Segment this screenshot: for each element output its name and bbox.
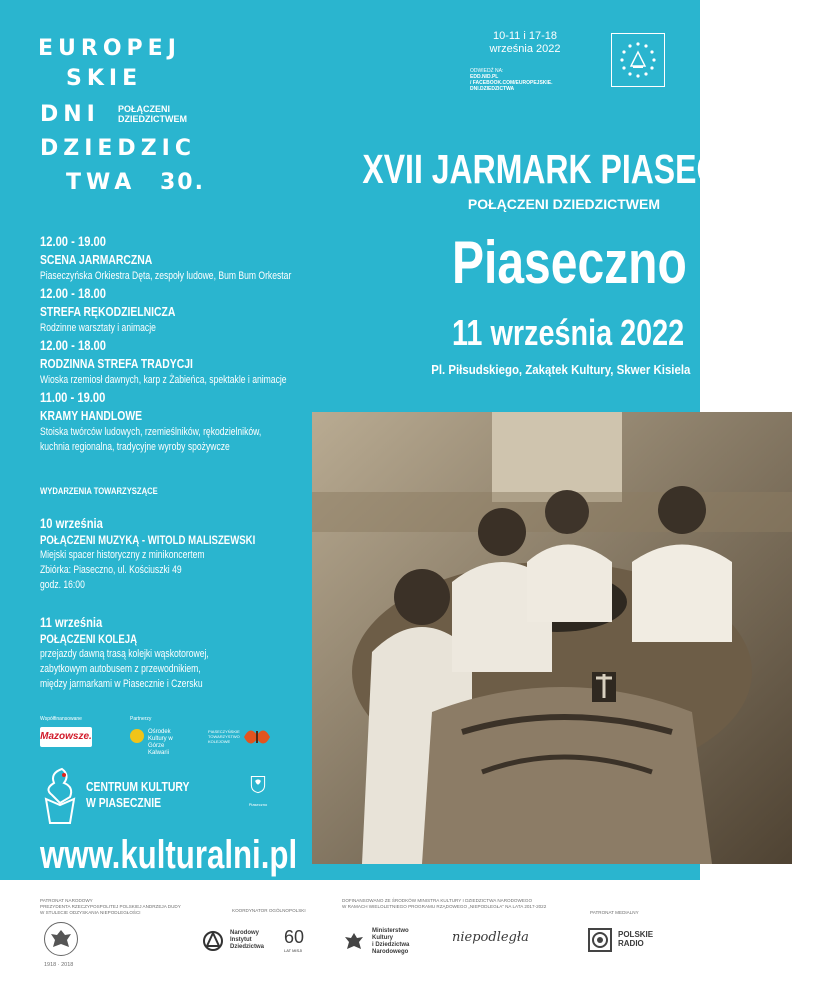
butterfly-icon [242, 725, 272, 749]
logo-line-5: TWA [66, 170, 137, 195]
nid-line-3: Dziedzictwa [230, 944, 265, 950]
ministry-line-4: Narodowego [372, 949, 409, 955]
radio-line-1: POLSKIE [618, 930, 654, 939]
ministry-eagle-icon [342, 930, 366, 954]
logo-tagline-1: POŁĄCZENI [118, 104, 171, 114]
logo-tagline-2: DZIEDZICTWEM [118, 114, 187, 124]
media-patronage-label: PATRONAT MEDIALNY [590, 910, 639, 915]
visit-label: ODWIEDŹ NA: [470, 68, 504, 74]
schedule-time: 11.00 - 19.00 [40, 389, 106, 405]
event-title: XVII JARMARK PIASECZYŃSKI [362, 146, 837, 192]
ptk-name: PIASECZYŃSKIE TOWARZYSTWO KOLEJOWE [208, 729, 240, 744]
schedule-name: RODZINNA STREFA TRADYCJI [40, 356, 193, 371]
ministry-line-1: Ministerstwo [372, 928, 409, 934]
visit-info [470, 68, 580, 92]
ministry-line-3: i Dziedzictwa [372, 942, 410, 948]
event-date: 11 września 2022 [452, 312, 685, 353]
stars-circle-icon [612, 34, 664, 86]
funding-line-1: DOFINANSOWANO ZE ŚRODKÓW MINISTRA KULTURY I DZIEDZICTWA NARODOWEGO [342, 898, 533, 903]
sixty-years-sub: LAT MISJI [284, 948, 303, 953]
years-label: 1918 · 2018 [44, 962, 74, 968]
historical-photo [312, 412, 792, 864]
event-location: Pl. Piłsudskiego, Zakątek Kultury, Skwer Kisiela [431, 362, 691, 377]
schedule-item [40, 284, 370, 336]
event-item-line: Zbiórka: Piaseczno, ul. Kościuszki 49 [40, 564, 182, 576]
festival-dates-line-2: września 2022 [489, 43, 561, 55]
logo-line-1: EUROPEJ [38, 36, 181, 61]
schedule-name: KRAMY HANDLOWE [40, 408, 143, 423]
event-item-line: przejazdy dawną trasą kolejki wąskotorowej, [40, 648, 209, 660]
nid-line-2: Instytut [230, 937, 252, 943]
schedule-desc: Piaseczyńska Orkiestra Dęta, zespoły ludowe, Bum Bum Orkestar [40, 270, 292, 282]
partners-label: Partnerzy [130, 716, 152, 722]
schedule-desc: Stoiska twórców ludowych, rzemieślników, rękodzielników, [40, 426, 262, 438]
schedule-time: 12.00 - 18.00 [40, 337, 107, 353]
polskie-radio-icon [588, 928, 612, 952]
visit-line-3: DNI.DZIEDZICTWA [470, 86, 515, 92]
piaseczno-logo-label: Piaseczno [248, 802, 268, 807]
osrodek-kultury-logo [130, 727, 182, 756]
schedule-item [40, 336, 370, 388]
nid-name [230, 930, 264, 951]
logo-line-3: DNI [40, 102, 100, 127]
schedule-name: STREFA RĘKODZIELNICZA [40, 304, 176, 319]
event-item-line: między jarmarkami w Piasecznie i Czersku [40, 678, 203, 690]
schedule-name: SCENA JARMARCZNA [40, 252, 153, 267]
schedule-item [40, 232, 370, 284]
coordinator-label: KOORDYNATOR OGÓLNOPOLSKI [232, 908, 306, 913]
schedule-desc: Rodzinne warsztaty i animacje [40, 322, 156, 334]
patronage-line-1: PATRONAT NARODOWY [40, 898, 93, 903]
patronage-line-3: W STULECIE ODZYSKANIA NIEPODLEGŁOŚCI [40, 910, 141, 915]
event-item-title: POŁĄCZENI KOLEJĄ [40, 632, 138, 646]
ministry-line-2: Kultury [372, 935, 393, 941]
schedule-time: 12.00 - 19.00 [40, 233, 107, 249]
nid-logo-icon [202, 930, 224, 952]
event-item-line: zabytkowym autobusem z przewodnikiem, [40, 663, 201, 675]
centrum-kultury-line-2: W PIASECZNIE [86, 795, 162, 810]
logo-line-2: SKIE [66, 66, 143, 91]
event-item [40, 613, 340, 692]
visit-line-2: / FACEBOOK.COM/EUROPEJSKIE. [470, 80, 553, 86]
niepodlegla-logo: niepodległa [452, 930, 529, 945]
event-city: Piaseczno [452, 229, 687, 296]
event-item-line: Miejski spacer historyczny z minikoncertem [40, 549, 205, 561]
edd-stars-badge [611, 33, 665, 87]
photo-illustration [312, 412, 792, 864]
logo-edition: 30. [160, 170, 205, 195]
schedule-desc: kuchnia regionalna, tradycyjne wyroby spożywcze [40, 441, 230, 453]
centrum-kultury-logo [40, 765, 80, 825]
centrum-kultury-name [86, 779, 189, 811]
logo-line-4: DZIEDZIC [40, 136, 196, 161]
website-link[interactable]: www.kulturalni.pl [40, 833, 298, 877]
event-item-line: godz. 16:00 [40, 579, 85, 591]
schedule-time: 12.00 - 18.00 [40, 285, 107, 301]
events-heading: WYDARZENIA TOWARZYSZĄCE [40, 486, 158, 496]
piaseczno-logo [246, 775, 270, 805]
eagle-emblem-icon [44, 922, 78, 956]
event-item-date: 10 września [40, 515, 103, 531]
event-subtitle: POŁĄCZENI DZIEDZICTWEM [467, 196, 660, 212]
sixty-years-badge: 60 [284, 927, 305, 947]
ptk-logo [242, 725, 272, 749]
patronage-line-2: PREZYDENTA RZECZYPOSPOLITEJ POLSKIEJ ANDRZEJA DUDY [40, 904, 181, 909]
centrum-kultury-line-1: CENTRUM KULTURY [86, 779, 190, 794]
event-item-date: 11 września [40, 614, 103, 630]
polskie-radio-name [618, 930, 653, 948]
schedule-desc: Wioska rzemiosł dawnych, karp z Żabieńca, spektakle i animacje [40, 374, 287, 386]
radio-line-2: RADIO [618, 939, 644, 948]
piaseczno-crest-icon [246, 775, 270, 797]
cofinanced-label: Współfinansowane [40, 716, 82, 722]
event-item-title: POŁĄCZENI MUZYKĄ - WITOLD MALISZEWSKI [40, 533, 256, 547]
sun-icon [130, 729, 144, 743]
ministry-name [372, 928, 409, 956]
visit-line-1: EDD.NID.PL [470, 74, 499, 80]
event-item [40, 514, 340, 593]
nid-line-1: Narodowy [230, 930, 260, 936]
festival-dates [470, 30, 580, 56]
festival-dates-line-1: 10-11 i 17-18 [492, 30, 557, 42]
funding-line-2: W RAMACH WIELOLETNIEGO PROGRAMU RZĄDOWEGO „NIEPODLEGŁA” NA LATA 2017-2022 [342, 904, 547, 909]
osrodek-kultury-name: Ośrodek Kultury w Górze Kalwarii [148, 729, 173, 756]
mazowsze-logo: Mazowsze. [40, 727, 92, 747]
harlequin-icon [40, 765, 80, 825]
